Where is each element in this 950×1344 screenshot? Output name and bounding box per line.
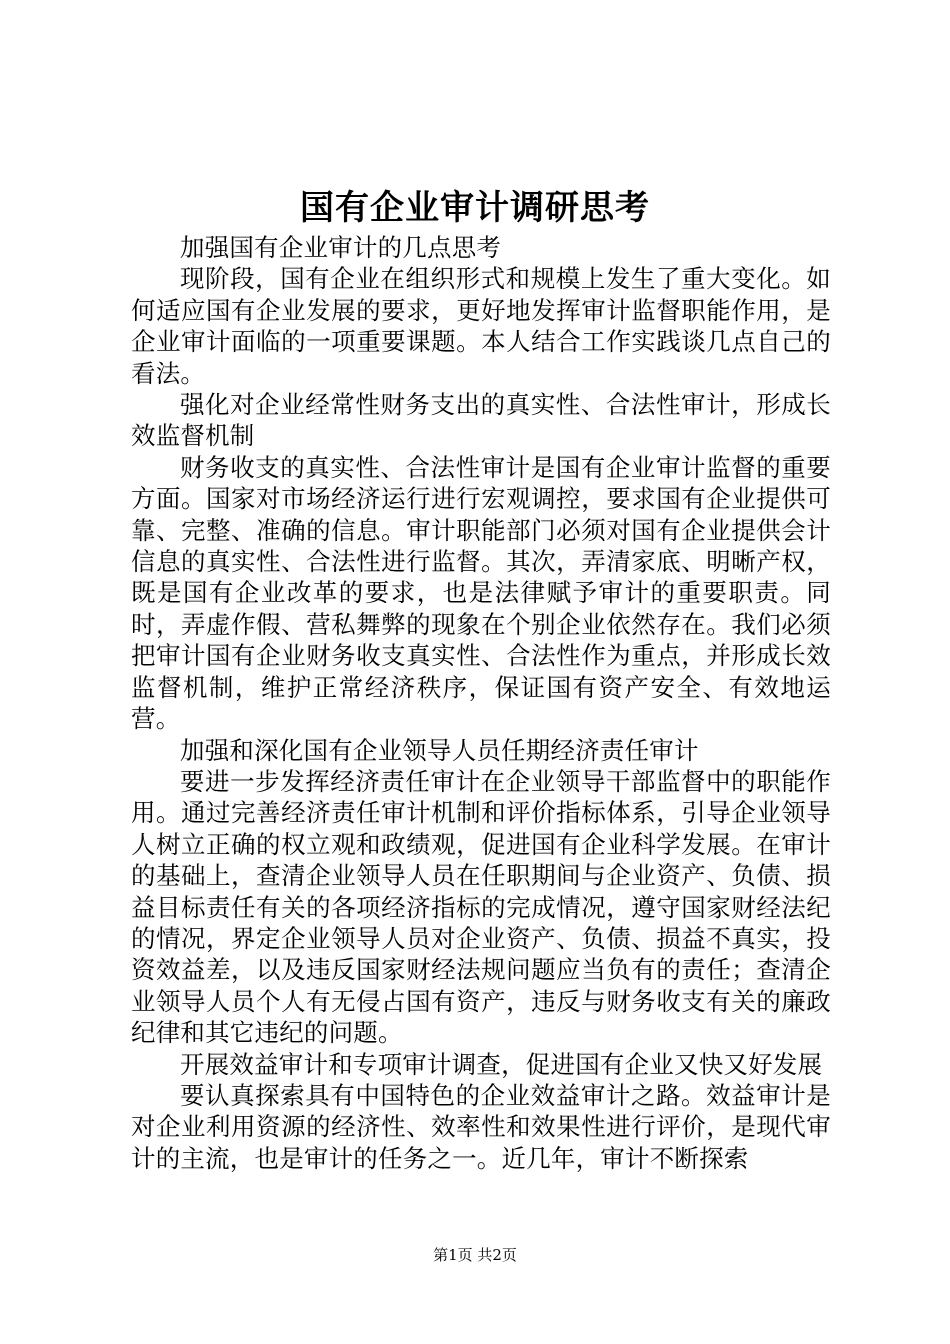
paragraph-subtitle: 加强国有企业审计的几点思考: [180, 233, 502, 262]
document-body: [131, 232, 831, 1174]
paragraph-section-3: 要认真探索具有中国特色的企业效益审计之路。效益审计是对企业利用资源的经济性、效率性和效果性进行评价，是现代审计的主流，也是审计的任务之一。近几年，审计不断探索: [131, 1080, 831, 1173]
paragraph-section-2: 要进一步发挥经济责任审计在企业领导干部监督中的职能作用。通过完善经济责任审计机制和评价指标体系，引导企业领导人树立正确的权立观和政绩观，促进国有企业科学发展。在审计的基础上，查清企业领导人员在任职期间与企业资产、负债、损益目标责任有关的各项经济指标的完成情况，遵守国家财经法纪的情况，界定企业领导人员对企业资产、负债、损益不真实，投资效益差，以及违反国家财经法规问题应当负有的责任；查清企业领导人员个人有无侵占国有资产，违反与财务收支有关的廉政纪律和其它违纪的问题。: [131, 766, 831, 1048]
section-heading-3: 开展效益审计和专项审计调查，促进国有企业又快又好发展: [180, 1049, 823, 1079]
section-heading-1: 强化对企业经常性财务支出的真实性、合法性审计，形成长效监督机制: [131, 390, 831, 451]
document-title: 国有企业审计调研思考: [300, 188, 650, 228]
paragraph-intro: 现阶段，国有企业在组织形式和规模上发生了重大变化。如何适应国有企业发展的要求，更好地发挥审计监督职能作用，是企业审计面临的一项重要课题。本人结合工作实践谈几点自己的看法。: [131, 264, 831, 388]
page-footer: 第1页 共2页: [433, 1246, 517, 1264]
paragraph-section-1: 财务收支的真实性、合法性审计是国有企业审计监督的重要方面。国家对市场经济运行进行宏观调控，要求国有企业提供可靠、完整、准确的信息。审计职能部门必须对国有企业提供会计信息的真实性、合法性进行监督。其次，弄清家底、明晰产权，既是国有企业改革的要求，也是法律赋予审计的重要职责。同时，弄虚作假、营私舞弊的现象在个别企业依然存在。我们必须把审计国有企业财务收支真实性、合法性作为重点，并形成长效监督机制，维护正常经济秩序，保证国有资产安全、有效地运营。: [131, 452, 831, 734]
section-heading-2: 加强和深化国有企业领导人员任期经济责任审计: [180, 735, 699, 765]
